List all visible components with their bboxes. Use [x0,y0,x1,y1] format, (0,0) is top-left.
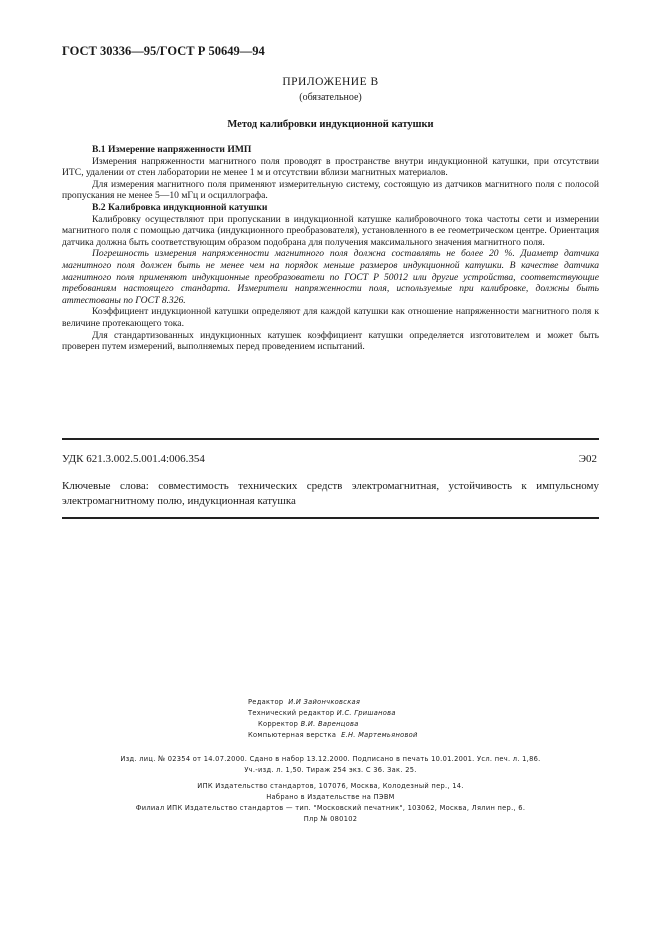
divider [62,438,599,440]
editor-line: Компьютерная верстка Е.Н. Мартемьяновой [248,730,418,739]
paragraph: Коэффициент индукционной катушки определяют для каждой катушки как отношение напряженности магнитного поля к величине протекающего тока. [62,306,599,329]
publication-info [0,753,661,775]
classification-code: Э02 [578,453,597,465]
keywords: Ключевые слова: совместимость технических средств электромагнитная, устойчивость к импульсному электромагнитному полю, индукционная катушка [62,480,599,507]
divider [62,517,599,519]
section-title: В.2 Калибровка индукционной катушки [92,201,268,213]
publication-line: Уч.-изд. л. 1,50. Тираж 254 экз. С 36. Зак. 25. [244,765,417,774]
appendix-status: (обязательное) [299,92,362,103]
publisher-info [0,780,661,824]
publisher-line: Филиал ИПК Издательство стандартов — тип. "Московский печатник", 103062, Москва, Лялин пер., 6. [135,803,526,812]
section-title: В.1 Измерение напряженности ИМП [92,144,252,155]
appendix-heading: Метод калибровки индукционной катушки [227,119,434,130]
publisher-line: Плр № 080102 [303,814,358,823]
editor-line: Редактор И.И Зайончковская [248,697,361,706]
publisher-line: Набрано в Издательстве на ПЭВМ [266,792,395,801]
paragraph: Для стандартизованных индукционных катушек коэффициент катушки определяется изготовителем и может быть проверен путем измерений, выполняемых перед проведением испытаний. [62,329,599,353]
paragraph: Для измерения магнитного поля применяют измерительную систему, состоящую из датчиков магнитного поля с полосой пропускания не менее 5—10 мГц и осциллографа. [62,178,599,202]
paragraph: Калибровку осуществляют при пропускании в индукционной катушке калибровочного тока частоты сети и измерении магнитного поля с помощью датчика (индукционного преобразователя), установленного в ее геометрическом центре. Ориентация датчика должна быть соответствующим образом подобрана для получения максимального значения магнитного поля. [62,213,599,248]
publication-line: Изд. лиц. № 02354 от 14.07.2000. Сдано в набор 13.12.2000. Подписано в печать 10.01.2001. Усл. печ. л. 1,86. [120,754,541,763]
editor-line: Технический редактор И.С. Гришанова [248,708,396,717]
editors-block [0,696,661,740]
document-header: ГОСТ 30336—95/ГОСТ Р 50649—94 [62,44,265,58]
editor-line: Корректор В.И. Варенцова [258,719,359,728]
udk-code: УДК 621.3.002.5.001.4:006.354 [62,453,205,465]
publisher-line: ИПК Издательство стандартов, 107076, Москва, Колодезный пер., 14. [197,781,464,790]
udk-line [62,453,599,465]
appendix-title: ПРИЛОЖЕНИЕ В [282,76,379,88]
italic-paragraph: Погрешность измерения напряженности магнитного поля должна составлять не более 20 %. Диаметр датчика магнитного поля должен быть не менее чем на порядок меньше размеров индукционной катушки. В качестве датчика магнитного поля применяют индукционные преобразователи по ГОСТ Р 50012 или другие устройства, соответствующие требованиям настоящего стандарта. Измерители напряженности поля, используемые при калибровке, должны быть аттестованы по ГОСТ 8.326. [62,248,599,306]
paragraph: Измерения напряженности магнитного поля проводят в пространстве внутри индукционной катушки, при отсутствии ИТС, удалении от стен лаборатории не менее 1 м и отсутствии вблизи магнитных материалов. [62,155,599,179]
appendix-body [62,144,599,353]
